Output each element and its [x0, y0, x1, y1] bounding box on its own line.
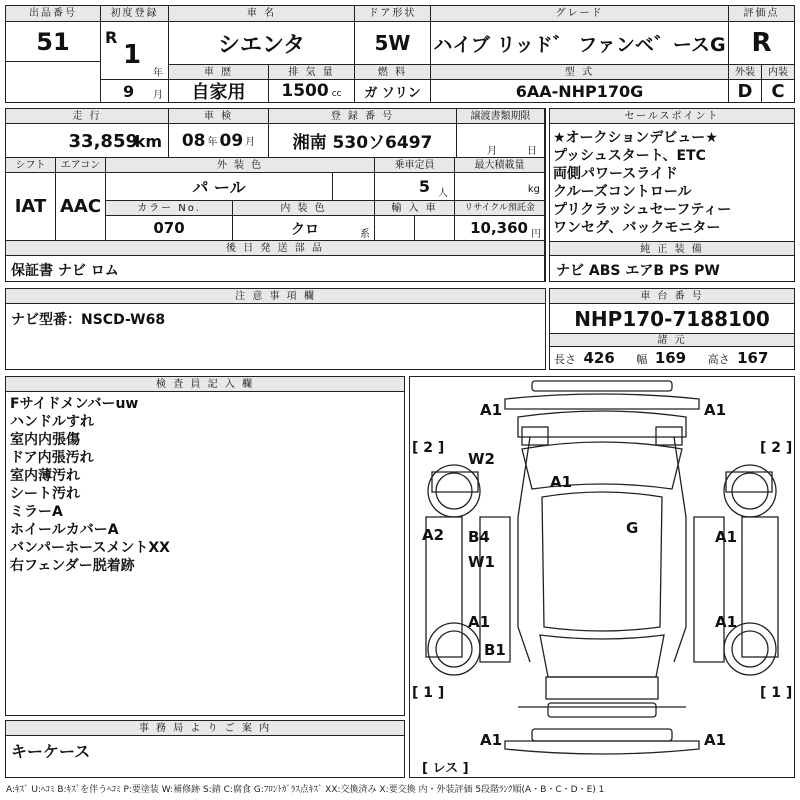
- reg-year: 1: [123, 40, 142, 70]
- fuel-label: 燃 料: [355, 65, 431, 80]
- max-load: [455, 173, 545, 201]
- seats-label: 乗車定員: [375, 158, 455, 173]
- load-label: 最大積載量: [455, 158, 545, 173]
- ac-label: エアコン: [56, 158, 106, 173]
- seats-value: 5: [418, 177, 430, 196]
- car-name: シエンタ: [169, 22, 355, 65]
- inspector-block: [5, 376, 405, 716]
- sales-item: 両側パワースライド: [553, 166, 678, 182]
- height: 167: [737, 349, 769, 367]
- transfer-deadline: [457, 124, 545, 158]
- sales-item: ワンセグ、バックモニター: [553, 220, 721, 236]
- notes-block: [5, 288, 546, 370]
- inspector-line: 室内薄汚れ: [10, 468, 80, 484]
- color-blank: [333, 173, 375, 201]
- inspect-month: 09: [219, 130, 244, 151]
- header-block: [5, 5, 795, 103]
- equip-label: 純 正 装 備: [550, 241, 794, 256]
- mileage-value: 33,859: [68, 131, 138, 152]
- sales-item: クルーズコントロール: [553, 184, 692, 200]
- intcolor-value: クロ: [291, 222, 319, 238]
- chassis-label: 車 台 番 号: [550, 289, 794, 304]
- load-unit: kg: [527, 184, 540, 195]
- chassis-number: NHP170-7188100: [550, 304, 794, 334]
- sales-item: プリクラッシュセーフティー: [553, 202, 732, 218]
- plate-label: 登 録 番 号: [269, 109, 457, 124]
- dmg-fender-left: W2: [468, 450, 495, 468]
- disp-value: 1500: [281, 81, 329, 101]
- inspect-year: 08: [181, 130, 206, 151]
- spec-block: [5, 108, 546, 282]
- notes-value: ナビ型番：NSCD-W68: [11, 312, 166, 328]
- dims-label: 諸 元: [550, 334, 794, 347]
- lot-number: 51: [6, 22, 101, 62]
- lot-blank: [6, 62, 101, 103]
- bracket-left-front: [ 2 ]: [412, 440, 445, 456]
- score: R: [729, 22, 795, 65]
- inspection: [169, 124, 269, 158]
- first-reg-year: [101, 22, 169, 80]
- era: R: [105, 28, 118, 47]
- length: 426: [583, 349, 615, 367]
- sales-label: セールスポイント: [550, 109, 794, 124]
- interior-color: [233, 216, 375, 241]
- grade-label: グレード: [431, 6, 729, 22]
- inspector-line: 室内内張傷: [10, 432, 80, 448]
- inspector-line: ホイールカバーA: [10, 522, 119, 538]
- chassis-block: [549, 288, 795, 370]
- dmg-left-door: B4: [468, 528, 490, 546]
- dmg-hood: A1: [550, 473, 573, 491]
- later-parts-label: 後 日 発 送 部 品: [6, 241, 545, 256]
- bracket-right-rear: [ 1 ]: [760, 685, 793, 701]
- seats-unit: 人: [438, 188, 448, 199]
- later-parts: [6, 256, 545, 281]
- int-grade: C: [762, 80, 795, 103]
- history: 自家用: [169, 80, 269, 103]
- sales-list: [553, 129, 731, 237]
- inspector-lines: [10, 395, 170, 575]
- displacement: [269, 80, 355, 103]
- disp-unit: cc: [331, 89, 342, 99]
- office-value: キーケース: [11, 742, 91, 761]
- inspector-line: Fサイドメンバーuw: [10, 396, 139, 412]
- dmg-left-rear: A1: [468, 613, 491, 631]
- mileage: [6, 124, 169, 158]
- inspector-line: 右フェンダー脱着跡: [10, 558, 135, 574]
- dmg-front-right: A1: [704, 401, 727, 419]
- dmg-left-door-2: W1: [468, 553, 495, 571]
- fuel: ガ ソリン: [355, 80, 431, 103]
- seats: [375, 173, 455, 201]
- name-label: 車 名: [169, 6, 355, 22]
- ext-label: 外装: [729, 65, 762, 80]
- history-label: 車 歴: [169, 65, 269, 80]
- inspector-line: ドア内張汚れ: [10, 450, 94, 466]
- dmg-front-left: A1: [480, 401, 503, 419]
- inspector-line: ハンドルすれ: [10, 414, 94, 430]
- transfer-month: 月: [487, 146, 497, 157]
- color-label: 外 装 色: [106, 158, 375, 173]
- wid-label: 幅: [636, 353, 648, 366]
- dmg-rear-right: A1: [704, 731, 727, 749]
- dmg-left-quarter: B1: [484, 641, 506, 659]
- mileage-label: 走 行: [6, 109, 169, 124]
- dims-row: [554, 349, 794, 367]
- later-parts-value: 保証書 ナビ ロム: [11, 263, 119, 279]
- hgt-label: 高さ: [707, 353, 730, 366]
- dmg-right-door: A1: [715, 528, 738, 546]
- inspector-line: バンパーホースメントXX: [10, 540, 170, 556]
- car-diagram: [409, 376, 795, 778]
- inspect-year-unit: 年: [207, 137, 218, 148]
- import-label: 輸 入 車: [375, 201, 455, 216]
- notes-label: 注 意 事 項 欄: [6, 289, 545, 304]
- color-number: 070: [106, 216, 233, 241]
- len-label: 長さ: [554, 353, 576, 366]
- year-unit: 年: [153, 68, 163, 79]
- intcolor-unit: 系: [360, 229, 370, 240]
- equip-value: ナビ ABS エアB PS PW: [556, 263, 720, 279]
- inspector-line: シート汚れ: [10, 486, 80, 502]
- mileage-unit: km: [134, 132, 162, 151]
- import-blank-1: [375, 216, 415, 241]
- first-reg-label: 初度登録: [101, 6, 169, 22]
- dmg-right-rear: A1: [715, 613, 738, 631]
- model-code: 6AA-NHP170G: [431, 80, 729, 103]
- door-label: ドア形状: [355, 6, 431, 22]
- shift: IAT: [6, 173, 56, 241]
- car-outline: [410, 377, 794, 777]
- import-blank-2: [415, 216, 455, 241]
- body-color: パ ール: [106, 173, 333, 201]
- recycle-label: リサイクル預託金: [455, 201, 545, 216]
- score-label: 評価点: [729, 6, 795, 22]
- inspector-line: ミラーA: [10, 504, 63, 520]
- sales-item: ★オークションデビュー★: [553, 130, 718, 146]
- recycle-deposit: [455, 216, 545, 241]
- sales-block: [549, 108, 795, 282]
- colorno-label: カラー No.: [106, 201, 233, 216]
- ext-grade: D: [729, 80, 762, 103]
- transfer-day: 日: [527, 146, 537, 157]
- intcolor-label: 内 装 色: [233, 201, 375, 216]
- disp-label: 排 気 量: [269, 65, 355, 80]
- damage-legend: A:ｷｽﾞ U:ﾍｺﾐ B:ｷｽﾞを伴うﾍｺﾐ P:要塗装 W:補修跡 S:錆 C:腐食 G:ﾌﾛﾝﾄｶﾞﾗｽ点ｷｽﾞ XX:交換済み X:要交換 内・外装評価 5段階ﾗﾝｸ順(A・B・C・D・E) 1: [6, 785, 605, 795]
- transfer-label: 譲渡書類期限: [457, 109, 545, 124]
- sales-item: プッシュスタート、ETC: [553, 148, 706, 164]
- recycle-unit: 円: [531, 229, 541, 240]
- reg-month: 9: [123, 82, 135, 101]
- shift-label: シフト: [6, 158, 56, 173]
- month-unit: 月: [153, 90, 163, 101]
- grade: ハイブ リッド゛ ファンベ゛ースG: [431, 22, 729, 65]
- first-reg-month: [101, 80, 169, 103]
- dmg-left-side: A2: [422, 526, 445, 544]
- bracket-left-rear: [ 1 ]: [412, 685, 445, 701]
- inspect-month-unit: 月: [245, 137, 256, 148]
- model-label: 型 式: [431, 65, 729, 80]
- inspector-label: 検 査 員 記 入 欄: [6, 377, 404, 392]
- aircon: AAC: [56, 173, 106, 241]
- bracket-spare: [ レス ]: [422, 761, 469, 776]
- int-label: 内装: [762, 65, 795, 80]
- office-block: [5, 720, 405, 778]
- dmg-windshield: G: [626, 519, 639, 537]
- width: 169: [654, 349, 687, 367]
- plate-number: 湘南 530ソ6497: [269, 124, 457, 158]
- dmg-rear-left: A1: [480, 731, 503, 749]
- bracket-right-front: [ 2 ]: [760, 440, 793, 456]
- recycle-value: 10,360: [470, 219, 528, 237]
- lot-label: 出品番号: [6, 6, 101, 22]
- office-label: 事 務 局 よ り ご 案 内: [6, 721, 404, 736]
- door-type: 5W: [355, 22, 431, 65]
- inspect-label: 車 検: [169, 109, 269, 124]
